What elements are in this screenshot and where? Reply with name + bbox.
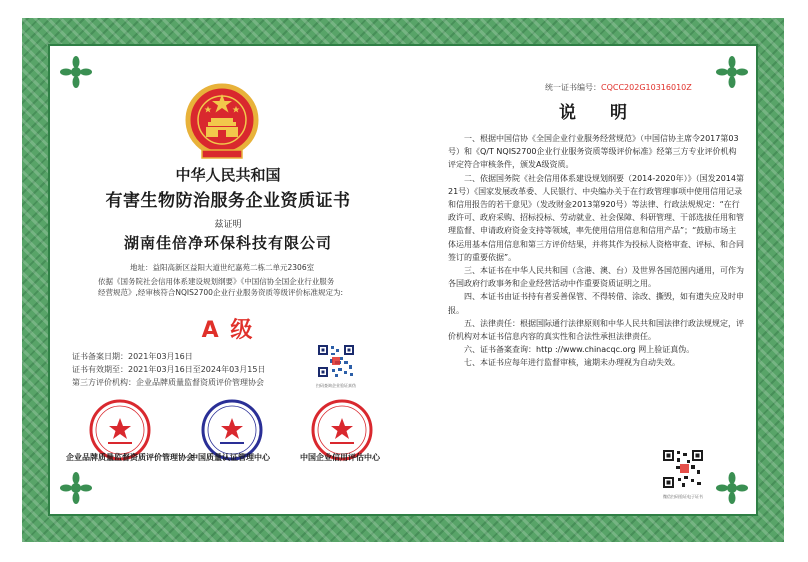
serial-label: 统一证书编号： bbox=[545, 83, 601, 92]
corner-ornament-icon bbox=[60, 56, 92, 88]
grade-badge: A 级 bbox=[201, 318, 255, 343]
explanation-heading: 说 明 bbox=[559, 103, 641, 123]
corner-ornament-icon bbox=[60, 472, 92, 504]
qr-code-icon bbox=[661, 448, 705, 490]
certification-basis bbox=[98, 276, 388, 298]
valid-period: 证书有效期至：2021年03月16日至2024年03月15日 bbox=[72, 365, 266, 374]
explanation-notes bbox=[448, 132, 744, 370]
qr-code-icon bbox=[316, 343, 356, 379]
corner-ornament-icon bbox=[716, 56, 748, 88]
note-item: 一、根据中国信协《全国企业行业服务经营规范》（中国信协主席令2017第03号）和《Q/T NQIS2700企业行业服务资质等级评价标准》经第三方专业评价机构评定符合审核条件，颁发A级资质。 bbox=[448, 134, 739, 170]
certificate-title-country: 中华人民共和国 bbox=[175, 166, 281, 184]
note-item: 五、法律责任：根据国际通行法律原则和中华人民共和国法律行政法规规定，评价机构对本证书信息内容的真实性和合法性承担法律责任。 bbox=[448, 318, 744, 342]
note-item: 二、依据国务院《社会信用体系建设规划纲要（2014-2020年）》（国发2014第21号）《国家发展改革委、人民银行、中央编办关于在行政管理事项中使用信用记录和信用报告的若干意见》（发改财金2013第920号）等法律、行政法规规定：“在行政许可、政府采购、招标投标、劳动就业、社会保障、科研管理、干部选拔任用和管理监督、申请政府资金支持等领域，率先使用信用信息和信用产品”；“鼓励市场主体运用基本信用信息和第三方评价结果，并将其作为投标人资格审查、评标、和合同签订的重要依据”。 bbox=[448, 173, 744, 262]
national-emblem-icon bbox=[180, 80, 264, 164]
corner-ornament-icon bbox=[716, 472, 748, 504]
certificate-title: 有害生物防治服务企业资质证书 bbox=[105, 191, 351, 211]
note-item: 七、本证书应每年进行监督审核，逾期未办理视为自动失效。 bbox=[464, 358, 680, 368]
note-item: 六、证书备案查询：http ://www.chinacqc.org 网上验证真伪。 bbox=[464, 345, 695, 355]
note-item: 四、本证书由证书持有者妥善保管、不得转借、涂改、撕毁，如有遗失应及时申报。 bbox=[448, 292, 744, 315]
seal-label: 企业品牌质量监督资质评价管理协会 bbox=[66, 453, 194, 462]
company-name: 湖南佳倍净环保科技有限公司 bbox=[123, 234, 332, 252]
qr-code-verify[interactable] bbox=[316, 343, 356, 387]
certificate-dates bbox=[72, 350, 312, 389]
qr-caption: 扫码查询企业验证真伪 bbox=[316, 383, 356, 388]
qr-code-electronic[interactable] bbox=[661, 448, 705, 498]
record-date: 证书备案日期：2021年03月16日 bbox=[72, 352, 193, 361]
serial-number: CQCC202G10316010Z bbox=[601, 83, 692, 92]
evaluator: 第三方评价机构：企业品牌质量监督资质评价管理协会 bbox=[72, 378, 264, 387]
company-address: 地址：益阳高新区益阳大道世纪嘉苑二栋二单元2306室 bbox=[130, 263, 315, 272]
basis-line: 经营规范》,经审核符合NQIS2700企业行业服务资质等级评价标准规定为: bbox=[98, 288, 343, 297]
basis-line: 依据《国务院社会信用体系建设规划纲要》《中国信协全国企业行业服务 bbox=[98, 277, 335, 286]
certify-label: 兹证明 bbox=[214, 220, 242, 230]
seal-label: 中国企业信用评估中心 bbox=[300, 453, 380, 462]
note-item: 三、本证书在中华人民共和国（含港、澳、台）及世界各国范围内通用，可作为各国政府行政事务和企业经营活动中作重要资质证明之用。 bbox=[448, 266, 744, 289]
qr-caption: 微信扫码验证电子证书 bbox=[663, 494, 703, 499]
seal-label: 中国质量认证管理中心 bbox=[190, 453, 270, 462]
serial-number-row bbox=[545, 82, 692, 93]
